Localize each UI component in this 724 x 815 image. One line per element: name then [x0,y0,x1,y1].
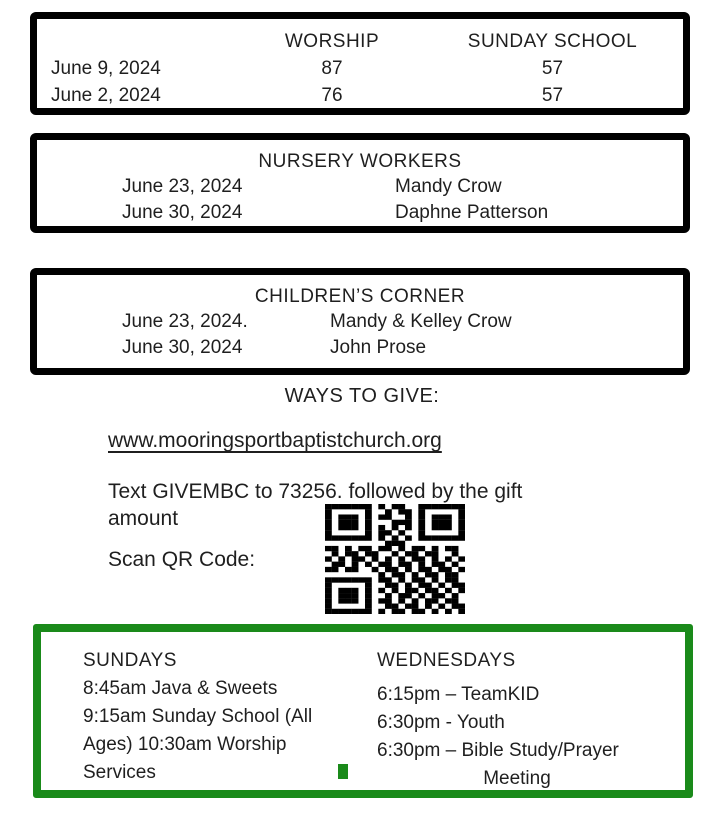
nursery-row-date: June 23, 2024 [122,176,243,197]
attendance-column-worship: WORSHIP [284,31,380,52]
sundays-column [83,647,345,787]
nursery-row-name: Mandy Crow [395,176,502,197]
attendance-table [37,19,683,109]
nursery-workers-title: NURSERY WORKERS [258,151,462,172]
sunday-schedule-line: 9:15am Sunday School (All [83,706,313,727]
children-row-name: Mandy & Kelley Crow [330,311,512,332]
children-row-name: John Prose [330,337,427,358]
sunday-schedule-line: 8:45am Java & Sweets [83,678,278,699]
attendance-column-sunday-school: SUNDAY SCHOOL [467,31,638,52]
attendance-row-date: June 2, 2024 [51,85,161,106]
wednesday-schedule-line: 6:30pm – Bible Study/Prayer [377,740,619,761]
nursery-workers-table [37,174,683,226]
scan-qr-label: Scan QR Code: [108,548,256,571]
childrens-corner-title: CHILDREN’S CORNER [254,286,466,307]
qr-code-icon [325,504,465,614]
church-website-link[interactable]: www.mooringsportbaptistchurch.org [108,429,442,452]
ways-to-give-title: WAYS TO GIVE: [284,385,440,407]
wednesday-schedule-line: 6:30pm - Youth [377,712,505,733]
attendance-box [30,12,690,115]
sundays-heading: SUNDAYS [83,650,177,671]
attendance-row-worship-count: 76 [321,85,343,106]
wednesday-schedule-line: 6:15pm – TeamKID [377,684,540,705]
childrens-corner-box [30,268,690,375]
wednesday-schedule-line: Meeting [483,768,551,789]
text-to-give-line: Text GIVEMBC to 73256. followed by the gift [108,480,523,503]
childrens-corner-table [37,309,683,361]
attendance-row-sunday-school-count: 57 [541,85,564,106]
nursery-workers-box [30,133,690,233]
green-marker-icon [338,764,348,779]
attendance-row-worship-count: 87 [321,58,343,79]
sunday-schedule-line: Ages) 10:30am Worship [83,734,287,755]
wednesdays-heading: WEDNESDAYS [377,650,516,671]
sunday-schedule-line: Services [83,762,156,783]
children-row-date: June 23, 2024. [122,311,248,332]
attendance-header-spacer [37,28,242,55]
text-to-give-line: amount [108,507,179,530]
nursery-row-name: Daphne Patterson [395,202,549,223]
attendance-row-sunday-school-count: 57 [541,58,564,79]
attendance-row-date: June 9, 2024 [51,58,161,79]
nursery-row-date: June 30, 2024 [122,202,243,223]
wednesdays-column [377,647,657,793]
children-row-date: June 30, 2024 [122,337,243,358]
weekly-schedule-box [33,624,693,798]
